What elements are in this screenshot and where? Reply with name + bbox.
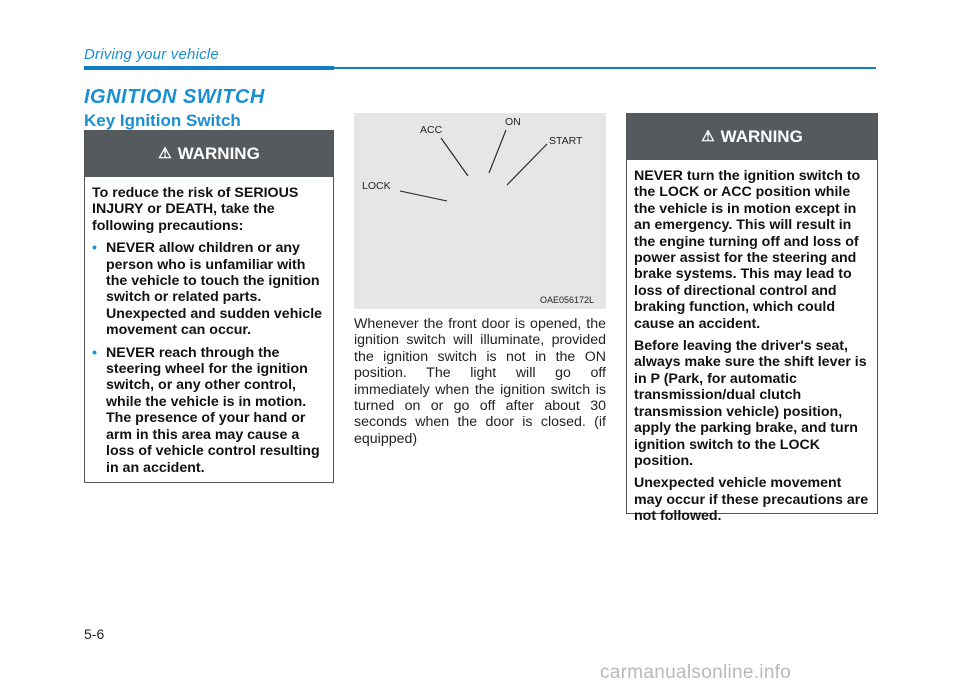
header-rule-thin	[334, 67, 876, 69]
list-item	[92, 345, 326, 476]
ignition-diagram	[354, 113, 606, 309]
warning-box-left	[84, 130, 334, 483]
warning-intro: To reduce the risk of SERIOUS INJURY or DEATH, take the following precautions:	[92, 185, 299, 234]
leader-on	[489, 130, 506, 173]
page-title: IGNITION SWITCH	[84, 86, 265, 108]
list-item-text: NEVER allow children or any person who is unfamiliar with the vehicle to touch the ignition switch or related parts. Unexpected and sudden vehicle movement can occur.	[106, 240, 323, 339]
ignition-switch-figure	[354, 113, 606, 309]
label-acc: ACC	[420, 124, 443, 136]
figure-code: OAE056172L	[540, 295, 595, 305]
warning-icon: ⚠	[701, 128, 715, 145]
label-start: START	[549, 135, 583, 147]
warning-paragraph: Unexpected vehicle movement may occur if these precautions are not followed.	[634, 475, 869, 525]
section-label: Driving your vehicle	[84, 46, 219, 63]
label-lock: LOCK	[362, 180, 391, 192]
warning-list	[92, 240, 326, 476]
list-item	[92, 240, 326, 338]
warning-paragraph: NEVER turn the ignition switch to the LOCK or ACC position while the vehicle is in motion except in an emergency. This will result in the engine turning off and loss of power assist for the steering and brake systems. This may lead to loss of directional control and braking function, which could cause an accident.	[634, 168, 861, 332]
header-rule-thick	[84, 66, 334, 70]
leader-start	[507, 144, 547, 185]
page-number: 5-6	[84, 626, 105, 642]
body-paragraph: Whenever the front door is opened, the ignition switch will illuminate, provided the ignition switch is not in the ON position. The light will go off immediately when the ignition switch is turned on or go off after about 30 seconds when the door is closed. (if equipped)	[354, 316, 606, 447]
list-item-text: NEVER reach through the steering wheel for the ignition switch, or any other control, while the vehicle is in motion. The presence of your hand or arm in this area may cause a loss of vehicle control resulting in an accident.	[106, 344, 320, 476]
warning-paragraph: Before leaving the driver's seat, always make sure the shift lever is in P (Park, for automatic transmission/dual clutch transmission vehicle) position, apply the parking brake, and turn ignition switch to the LOCK position.	[634, 338, 867, 469]
warning-heading: WARNING	[177, 144, 260, 163]
bullet-icon: •	[92, 344, 97, 361]
warning-body	[85, 177, 333, 494]
warning-box-right	[626, 113, 878, 525]
warning-header	[85, 131, 333, 177]
leader-acc	[441, 138, 468, 176]
label-on: ON	[505, 116, 521, 128]
warning-header	[627, 114, 877, 160]
warning-heading: WARNING	[720, 127, 803, 146]
leader-lock	[400, 191, 447, 201]
bullet-icon: •	[92, 240, 97, 257]
subtitle: Key Ignition Switch	[84, 111, 241, 130]
watermark: carmanualsonline.info	[600, 662, 792, 683]
warning-body	[627, 160, 877, 543]
warning-icon: ⚠	[158, 145, 172, 162]
